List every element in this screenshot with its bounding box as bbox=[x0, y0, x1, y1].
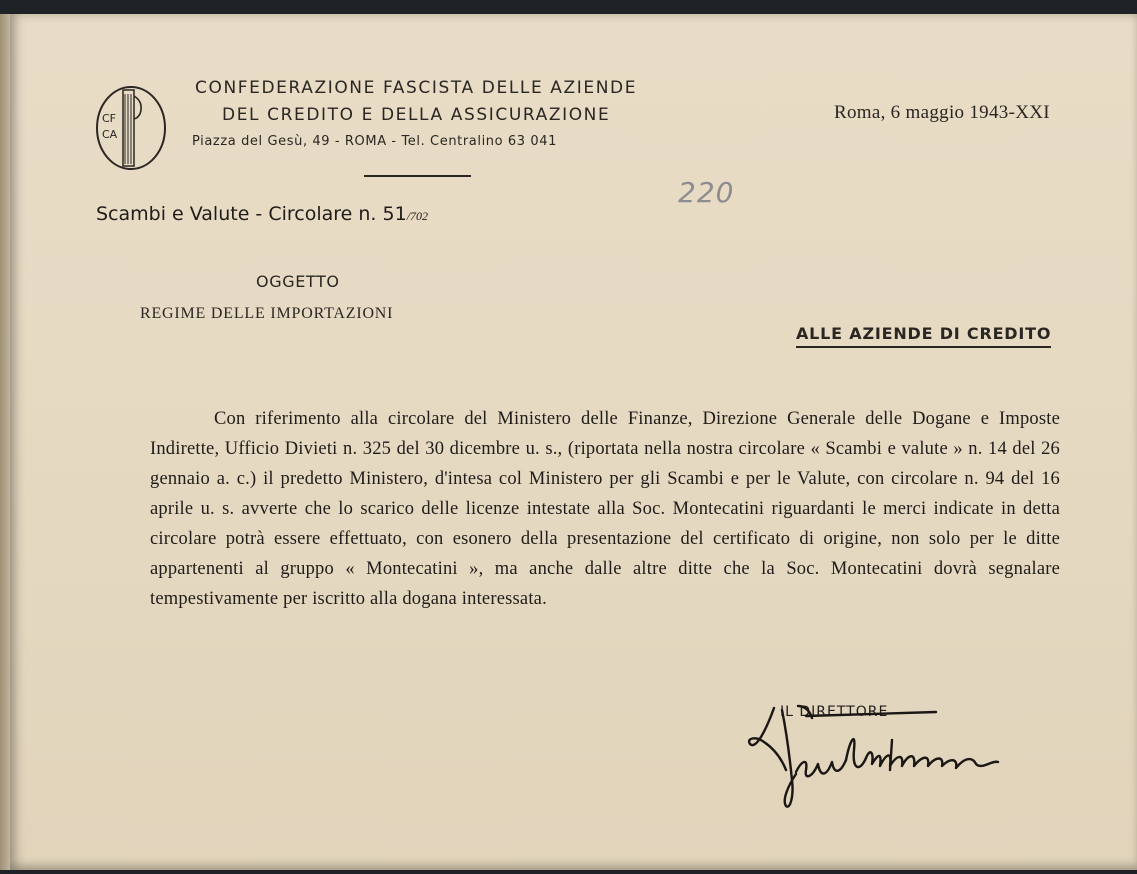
circular-label: Scambi e Valute - Circolare n. 51 bbox=[96, 203, 407, 225]
org-name-line1: CONFEDERAZIONE FASCISTA DELLE AZIENDE bbox=[195, 78, 638, 98]
circular-number bbox=[96, 203, 428, 225]
svg-text:CF: CF bbox=[102, 112, 117, 125]
subject-label: OGGETTO bbox=[256, 272, 340, 291]
letterhead bbox=[192, 78, 662, 149]
confederation-logo-icon bbox=[94, 84, 168, 172]
letter-body: Con riferimento alla circolare del Ministero delle Finanze, Direzione Generale delle Dogane e Imposte Indirette, Ufficio Divieti n. 325 del 30 dicembre u. s., (riportata nella nostra circolare « Scambi e valute » n. 14 del 26 gennaio a. c.) il predetto Ministero, d'intesa col Ministero per gli Scambi e per le Valute, con circolare n. 94 del 16 aprile u. s. avverte che lo scarico delle licenze intestate alla Soc. Montecatini riguardanti le merci indicate in detta circolare potrà essere effettuato, con esonero della presentazione del certificato di origine, non solo per le ditte appartenenti al gruppo « Montecatini », ma anche dalle altre ditte che la Soc. Montecatini dovrà segnalare tempestivamente per iscritto alla dogana interessata. bbox=[150, 409, 1060, 609]
org-address: Piazza del Gesù, 49 - ROMA - Tel. Centralino 63 041 bbox=[192, 134, 558, 149]
handwritten-signature bbox=[746, 700, 1026, 818]
subject-title: REGIME DELLE IMPORTAZIONI bbox=[140, 305, 394, 322]
org-name-line2: DEL CREDITO E DELLA ASSICURAZIONE bbox=[222, 105, 611, 125]
pencil-annotation: 220 bbox=[678, 176, 735, 209]
svg-text:CA: CA bbox=[102, 128, 118, 141]
circular-suffix: /702 bbox=[406, 209, 429, 223]
addressee: ALLE AZIENDE DI CREDITO bbox=[796, 324, 1051, 348]
letter-date: Roma, 6 maggio 1943-XXI bbox=[834, 102, 1050, 123]
signature-title: IL DIRETTORE bbox=[780, 704, 889, 720]
letterhead-divider bbox=[364, 175, 471, 177]
